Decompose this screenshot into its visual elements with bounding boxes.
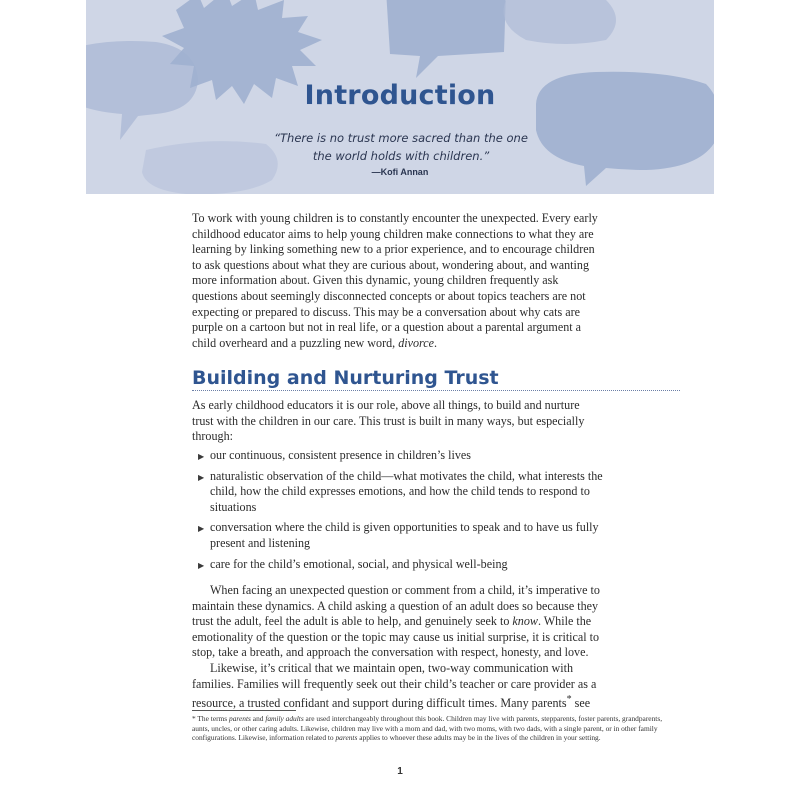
intro-emphasis: divorce xyxy=(398,335,435,350)
intro-end: . xyxy=(434,335,438,350)
list-item: ▶ care for the child’s emotional, social, and physical well-being xyxy=(198,557,618,573)
quote-line-2: the world holds with children.” xyxy=(312,149,490,163)
header-banner xyxy=(86,0,714,194)
emphasis-know: know xyxy=(512,614,538,629)
epigraph-quote xyxy=(236,129,566,165)
body-paragraph: Likewise, it’s critical that we maintain open, two-way communication with families. Families will frequently seek out their child’s teacher or care provider as a resource, a trusted confidant and support during difficult times. Many parents* see xyxy=(192,661,597,711)
trust-bullet-list xyxy=(198,448,618,577)
section-lead-paragraph: As early childhood educators it is our role, above all things, to build and nurture trust with the children in our care. This trust is built in many ways, but especially through: xyxy=(192,398,585,444)
triangle-bullet-icon: ▶ xyxy=(198,560,205,570)
triangle-bullet-icon: ▶ xyxy=(198,452,205,461)
footnote: * The terms parents and family adults are used interchangeably throughout this book. Children may live with parents, stepparents, foster parents, grandparents, aunts, uncles, or other caring adults. Likewise, children may live with a mom and dad, with two moms, with two dads, with a single parent, or in other family configurations. Likewise, information related to parents applies to whoever these adults may be in the lives of the children in your setting. xyxy=(192,714,663,743)
list-item: ▶ conversation where the child is given opportunities to speak and to have us fully present and listening xyxy=(198,520,599,550)
quote-line-1: “There is no trust more sacred than the one xyxy=(274,131,528,145)
footnote-divider xyxy=(192,710,296,711)
list-item: ▶ naturalistic observation of the child—what motivates the child, what interests the child, how the child expresses emotions, and how the child tends to respond to situations xyxy=(198,468,603,514)
page-title: Introduction xyxy=(304,80,496,111)
section-heading: Building and Nurturing Trust xyxy=(192,367,499,389)
page-number: 1 xyxy=(397,766,403,777)
triangle-bullet-icon: ▶ xyxy=(198,472,205,482)
triangle-bullet-icon: ▶ xyxy=(198,524,205,534)
footnote-reference: * xyxy=(566,694,572,706)
section-divider xyxy=(192,390,680,391)
intro-paragraph xyxy=(192,211,602,351)
speech-bubble-top-right xyxy=(504,0,617,44)
book-page xyxy=(86,0,714,800)
quote-attribution: —Kofi Annan xyxy=(371,167,429,177)
square-speech-bubble xyxy=(386,0,506,78)
body-paragraph: When facing an unexpected question or comment from a child, it’s imperative to maintain these dynamics. A child asking a question of an adult does so because they trust the adult, feel the adult is able to help, and genuinely seek to know. While the emotionality of the question or the topic may cause us initial surprise, it is critical to stop, take a breath, and approach the conversation with respect, honesty, and love. xyxy=(192,583,600,660)
intro-text: To work with young children is to constantly encounter the unexpected. Every early childhood educator aims to help young children make connections to what they are learning by linking something new to a prior experience, and to encourage children to ask questions about what they are curious about, wondering about, and wanting more information about. Given this dynamic, young children frequently ask questions about seemingly disconnected concepts or about topics teachers are not expecting or prepared to discuss. This may be a conversation about why cats are purple on a cartoon but not in real life, or a question about a parental argument a child overheard and a puzzling new word, xyxy=(192,211,598,350)
list-item: ▶ our continuous, consistent presence in children’s lives xyxy=(198,448,618,464)
